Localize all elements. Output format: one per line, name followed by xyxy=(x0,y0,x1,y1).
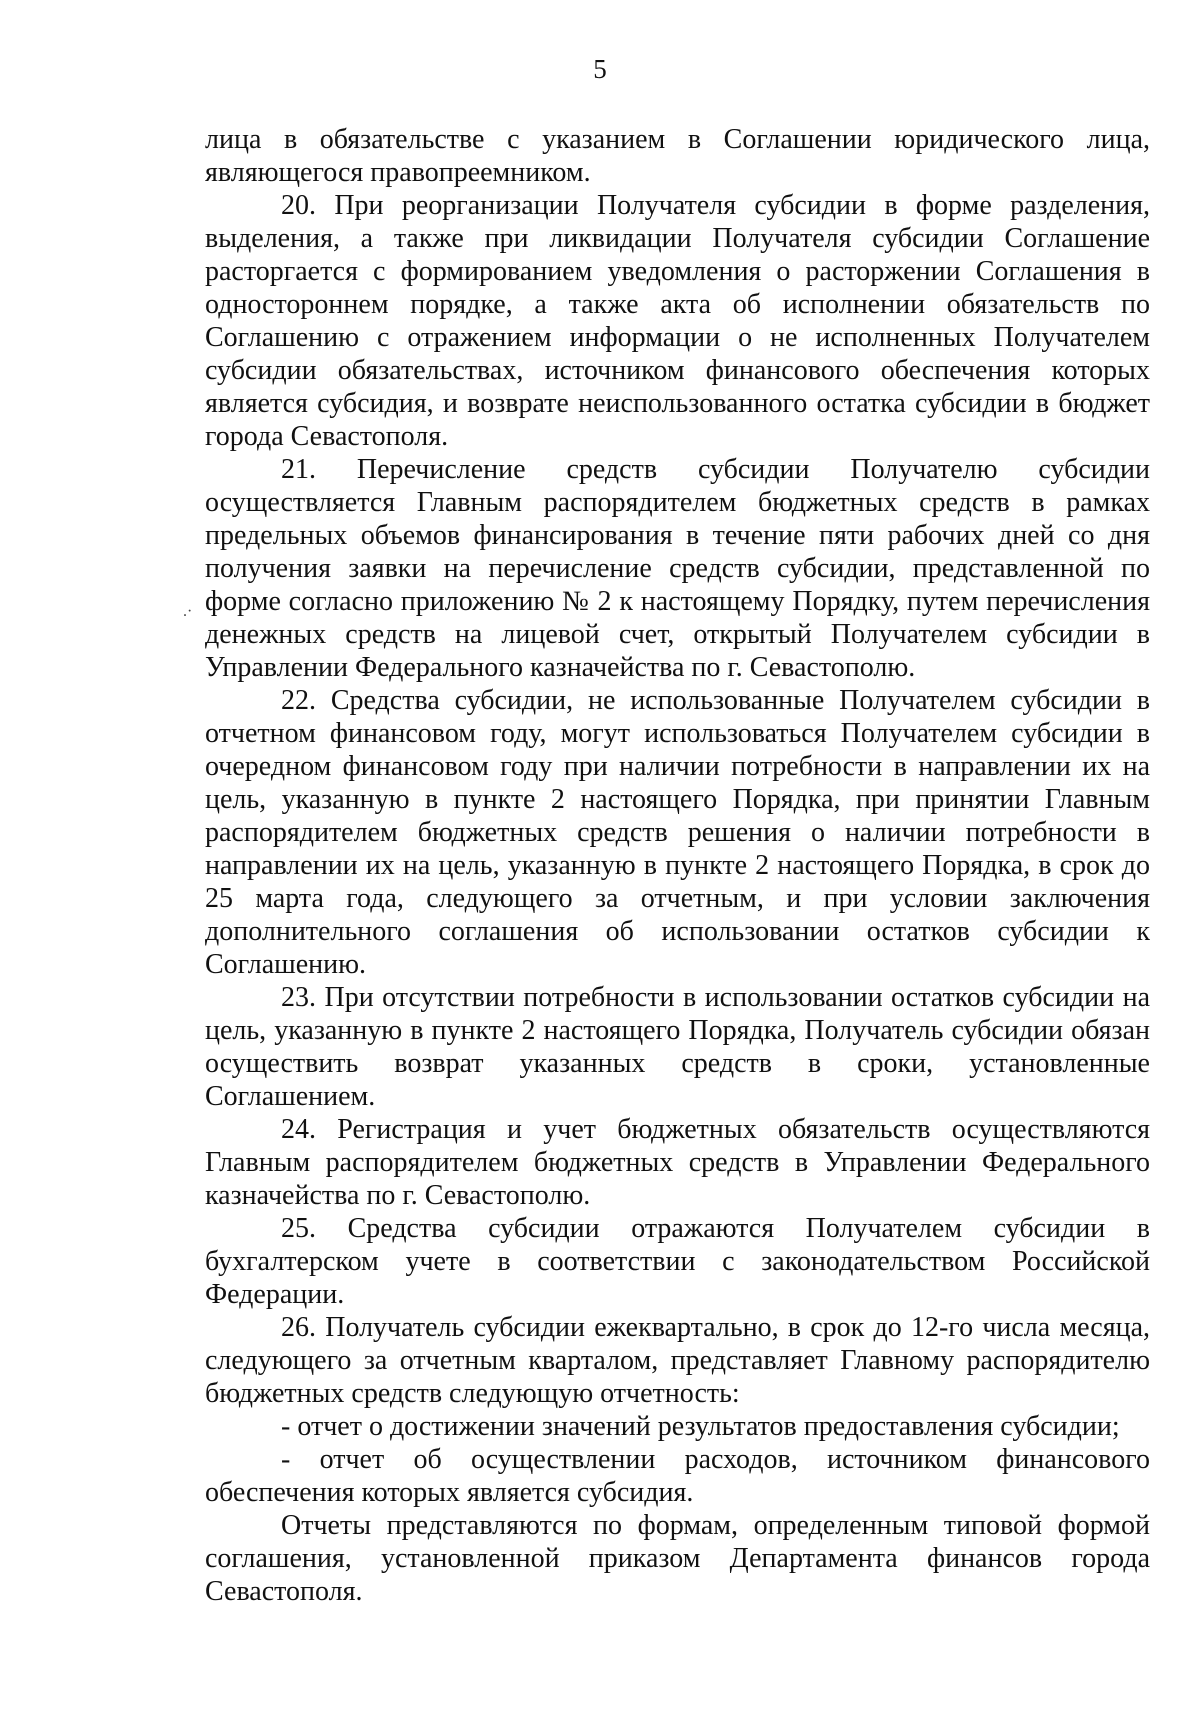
list-item-report-expenses: - отчет об осуществлении расходов, источником финансового обеспечения которых является субсидия. xyxy=(205,1444,1150,1508)
paragraph-23: 23. При отсутствии потребности в использовании остатков субсидии на цель, указанную в пункте 2 настоящего Порядка, Получатель субсидии обязан осуществить возврат указанных средств в сроки, установленные Соглашением. xyxy=(205,982,1150,1112)
page-number: 5 xyxy=(593,54,607,84)
paragraph-continuation: лица в обязательстве с указанием в Соглашении юридического лица, являющегося правопреемником. xyxy=(205,124,1150,188)
paragraph-26: 26. Получатель субсидии ежеквартально, в срок до 12-го числа месяца, следующего за отчетным кварталом, представляет Главному распорядителю бюджетных средств следующую отчетность: xyxy=(205,1312,1150,1409)
paragraph-20: 20. При реорганизации Получателя субсидии в форме разделения, выделения, а также при ликвидации Получателя субсидии Соглашение расторгается с формированием уведомления о расторжении Соглашения в одностороннем порядке, а также акта об исполнении обязательств по Соглашению с отражением информации о не исполненных Получателем субсидии обязательствах, источником финансового обеспечения которых является субсидия, и возврате неиспользованного остатка субсидии в бюджет города Севастополя. xyxy=(205,190,1150,452)
paragraph-24: 24. Регистрация и учет бюджетных обязательств осуществляются Главным распорядителем бюджетных средств в Управлении Федерального казначейства по г. Севастополю. xyxy=(205,1114,1150,1211)
document-body xyxy=(205,123,1150,1608)
scan-artifact-mark: .· xyxy=(183,603,193,620)
paragraph-25: 25. Средства субсидии отражаются Получателем субсидии в бухгалтерском учете в соответствии с законодательством Российской Федерации. xyxy=(205,1213,1150,1310)
paragraph-reports-forms: Отчеты представляются по формам, определенным типовой формой соглашения, установленной приказом Департамента финансов города Севастополя. xyxy=(205,1510,1150,1607)
paragraph-22: 22. Средства субсидии, не использованные Получателем субсидии в отчетном финансовом году, могут использоваться Получателем субсидии в очередном финансовом году при наличии потребности в направлении их на цель, указанную в пункте 2 настоящего Порядка, при принятии Главным распорядителем бюджетных средств решения о наличии потребности в направлении их на цель, указанную в пункте 2 настоящего Порядка, в срок до 25 марта года, следующего за отчетным, и при условии заключения дополнительного соглашения об использовании остатков субсидии к Соглашению. xyxy=(205,685,1150,980)
list-item-report-results: - отчет о достижении значений результатов предоставления субсидии; xyxy=(281,1411,1120,1442)
paragraph-21: 21. Перечисление средств субсидии Получателю субсидии осуществляется Главным распорядителем бюджетных средств в рамках предельных объемов финансирования в течение пяти рабочих дней со дня получения заявки на перечисление средств субсидии, представленной по форме согласно приложению № 2 к настоящему Порядку, путем перечисления денежных средств на лицевой счет, открытый Получателем субсидии в Управлении Федерального казначейства по г. Севастополю. xyxy=(205,454,1150,683)
